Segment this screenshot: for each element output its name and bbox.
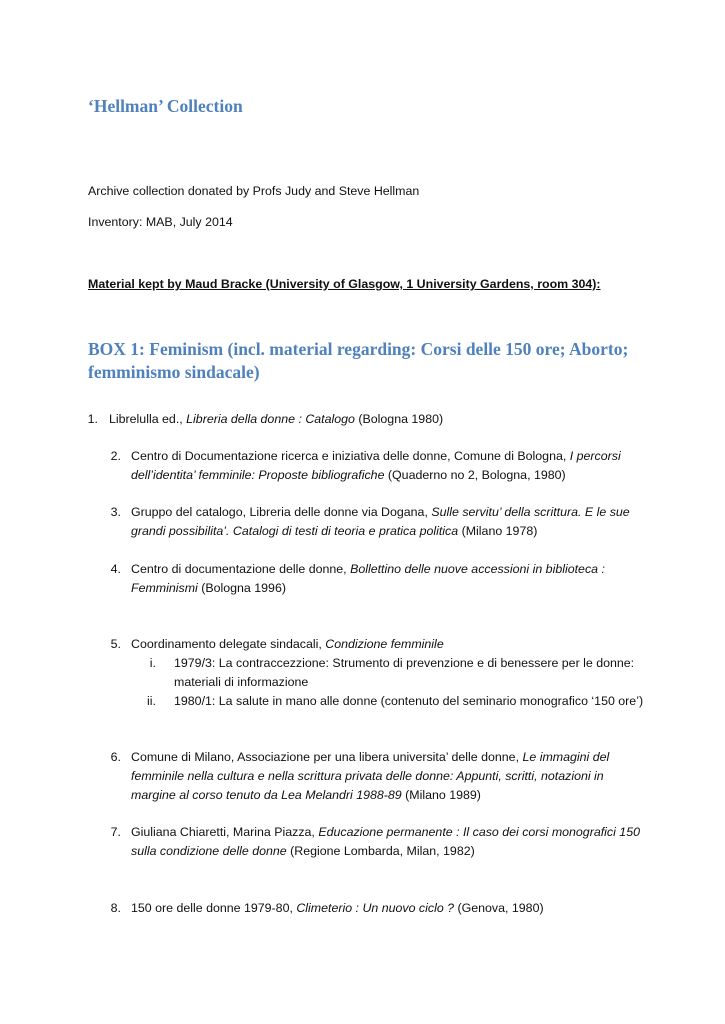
list-item-number: 6.: [110, 750, 121, 764]
list-item-number: 7.: [110, 825, 121, 839]
inventory-line: Inventory: MAB, July 2014: [88, 215, 233, 229]
list-item-text: Coordinamento delegate sindacali, Condizione femminile: [131, 637, 444, 651]
list-item-text: Centro di Documentazione ricerca e iniziativa delle donne, Comune di Bologna, I percorsi dell’identita’ femminile: Proposte bibliografiche (Quaderno no 2, Bologna, 1980): [131, 449, 621, 482]
list-item-text: Gruppo del catalogo, Libreria delle donne via Dogana, Sulle servitu’ della scrittura. E le sue grandi possibilita’. Catalogi di testi di teoria e pratica politica (Milano 1978): [131, 505, 630, 538]
kept-by-heading: Material kept by Maud Bracke (University of Glasgow, 1 University Gardens, room 304):: [88, 277, 601, 291]
list-item-number: 2.: [110, 449, 121, 463]
box-title: BOX 1: Feminism (incl. material regarding: Corsi delle 150 ore; Aborto; femminismo sindacale): [88, 339, 629, 382]
list-item-number: 3.: [110, 505, 121, 519]
list-item-number: 5.: [110, 637, 121, 651]
list-item-text: Comune di Milano, Associazione per una libera universita’ delle donne, Le immagini del femminile nella cultura e nella scrittura privata delle donne: Appunti, scritti, notazioni in margine al corso tenuto da Lea Melandri 1988-89 (Milano 1989): [131, 750, 610, 802]
sub-list-item-number: i.: [149, 656, 156, 670]
list-item-number: 8.: [110, 901, 121, 915]
sub-list-item-number: ii.: [147, 694, 156, 708]
donor-line: Archive collection donated by Profs Judy and Steve Hellman: [88, 184, 420, 198]
list-item-number: 1.: [87, 412, 98, 426]
list-item-text: Giuliana Chiaretti, Marina Piazza, Educazione permanente : Il caso dei corsi monografici 150 sulla condizione delle donne (Regione Lombarda, Milan, 1982): [131, 825, 640, 858]
list-item-text: Centro di documentazione delle donne, Bollettino delle nuove accessioni in biblioteca : Femminismi (Bologna 1996): [131, 562, 605, 595]
list-item-text: 150 ore delle donne 1979-80, Climeterio : Un nuovo ciclo ? (Genova, 1980): [131, 901, 544, 915]
list-item-number: 4.: [110, 562, 121, 576]
list-item-text: Librelulla ed., Libreria della donne : Catalogo (Bologna 1980): [109, 412, 444, 426]
page-title: ‘Hellman’ Collection: [88, 96, 243, 116]
sub-list-item-text: 1979/3: La contraccezzione: Strumento di prevenzione e di benessere per le donne: materiali di informazione: [174, 656, 635, 689]
sub-list-item-text: 1980/1: La salute in mano alle donne (contenuto del seminario monografico ‘150 ore’): [174, 694, 644, 708]
